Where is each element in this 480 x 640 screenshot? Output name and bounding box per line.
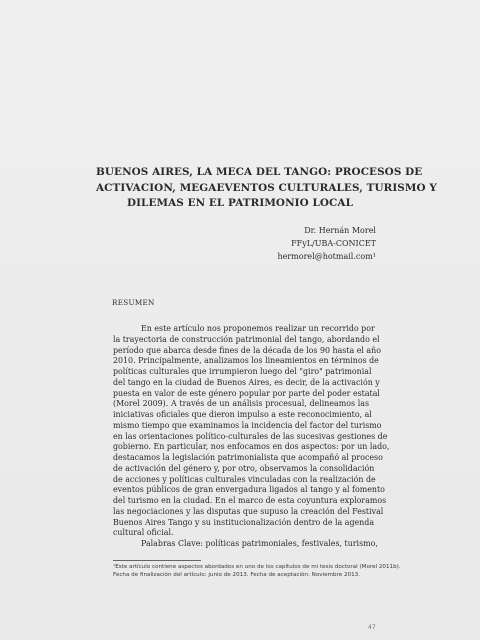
abstract-line: período que abarca desde fines de la década de los 90 hasta el año: [113, 345, 381, 355]
article-title: [96, 165, 437, 212]
abstract-line: 2010. Principalmente, analizamos los lineamientos en términos de: [113, 356, 379, 366]
abstract-line: eventos públicos de gran envergadura ligados al tango y al fomento: [113, 485, 385, 495]
footnote: ¹Este artículo contiene aspectos abordados en uno de los capítulos de mi tesis doctoral (Morel 2011b).: [113, 564, 401, 570]
abstract-body: [113, 324, 390, 550]
author-name: Dr. Hernán Morel: [304, 226, 376, 235]
abstract-line: gobierno. En particular, nos enfocamos en dos aspectos: por un lado,: [113, 442, 390, 452]
abstract-line: (Morel 2009). A través de un análisis procesual, delineamos las: [113, 399, 369, 409]
page-number: 47: [368, 624, 376, 631]
abstract-line: puesta en valor de este género popular por parte del poder estatal: [113, 388, 380, 398]
footnote: Fecha de finalización del artículo: junio de 2013. Fecha de aceptación: Noviembre 2013.: [113, 572, 360, 579]
title-line: ACTIVACION, MEGAEVENTOS CULTURALES, TURISMO Y: [96, 181, 437, 194]
abstract-line: del turismo en la ciudad. En el marco de esta coyuntura exploramos: [113, 496, 387, 505]
author-email: hermorel@hotmail.com¹: [277, 252, 376, 261]
abstract-line: políticas culturales que irrumpieron luego del "giro" patrimonial: [113, 367, 372, 376]
abstract-line: iniciativas oficiales que dieron impulso a este reconocimiento, al: [113, 410, 372, 419]
abstract-keywords: Palabras Clave: políticas patrimoniales, festivales, turismo,: [141, 539, 378, 548]
abstract-line: cultural oficial.: [113, 528, 174, 538]
abstract-line: en las orientaciones político-culturales de las sucesivas gestiones de: [113, 431, 388, 441]
abstract-heading: RESUMEN: [112, 298, 155, 307]
abstract-line: mismo tiempo que examinamos la incidencia del factor del turismo: [113, 420, 382, 430]
footnotes: [113, 563, 401, 580]
author-block: [277, 224, 376, 263]
author-affiliation: FFyL/UBA-CONICET: [291, 239, 376, 248]
abstract-line: Buenos Aires Tango y su institucionalización dentro de la agenda: [113, 517, 375, 527]
title-line: BUENOS AIRES, LA MECA DEL TANGO: PROCESOS DE: [96, 166, 423, 178]
abstract-line: las negociaciones y las disputas que supuso la creación del Festival: [113, 506, 384, 516]
abstract-line: la trayectoria de construcción patrimonial del tango, abordando el: [113, 334, 380, 344]
abstract-line: de activación del género y, por otro, observamos la consolidación: [113, 463, 375, 473]
abstract-line: destacamos la legislación patrimonialista que acompañó al proceso: [113, 453, 383, 462]
title-line: DILEMAS EN EL PATRIMONIO LOCAL: [126, 197, 353, 209]
footnote-divider: [113, 560, 201, 561]
abstract-line: del tango en la ciudad de Buenos Aires, es decir, de la activación y: [113, 377, 380, 387]
abstract-line: En este artículo nos proponemos realizar un recorrido por: [141, 324, 375, 333]
abstract-line: de acciones y políticas culturales vinculadas con la realización de: [113, 474, 376, 484]
